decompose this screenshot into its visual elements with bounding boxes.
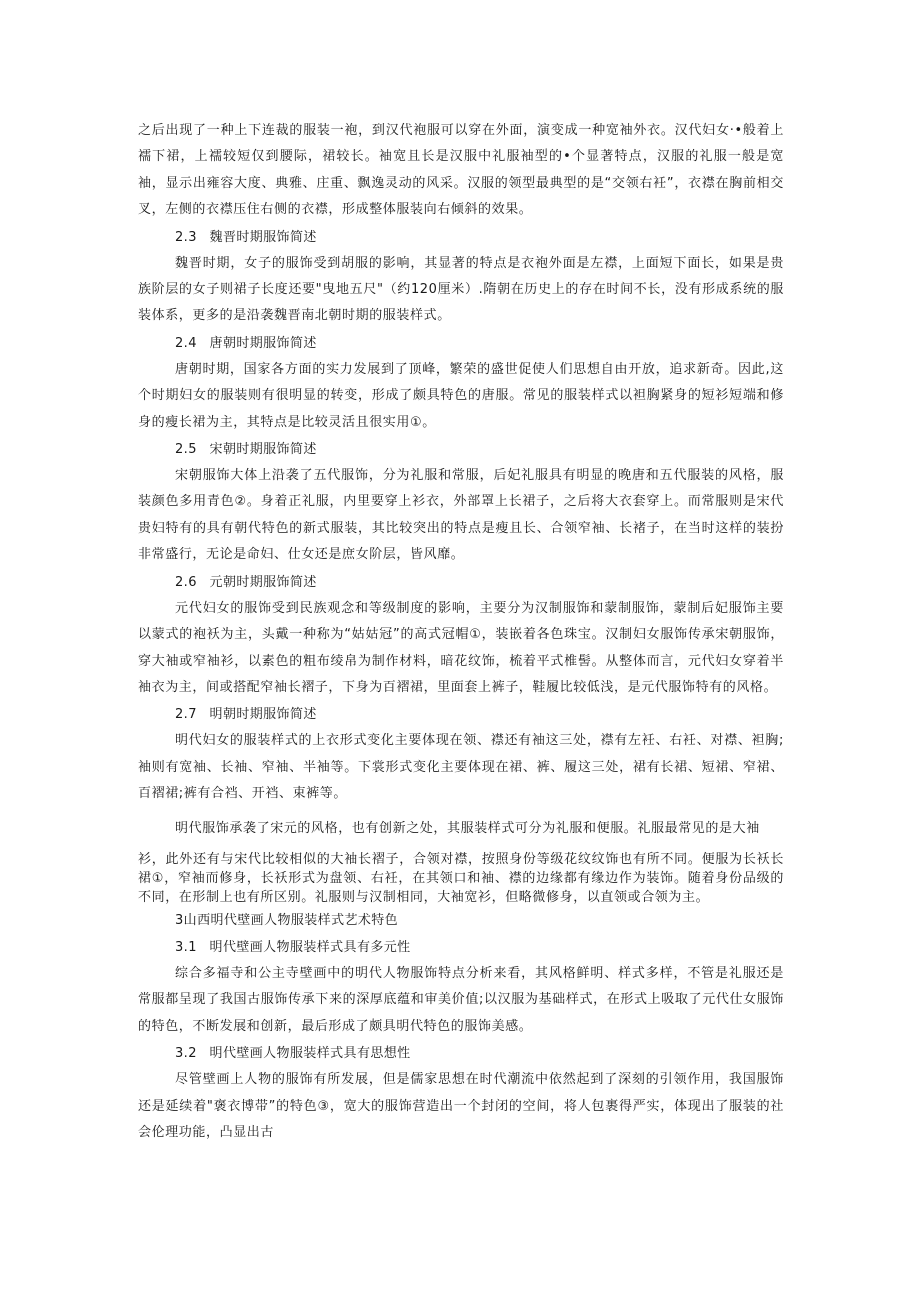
paragraph-weijin: 魏晋时期，女子的服饰受到胡服的影响，其显著的特点是衣袍外面是左襟，上面短下面长，如果是贵族阶层的女子则裙子长度还要"曳地五尺"（约120厘米）.隋朝在历史上的存在时间不长，没有形成系统的服装体系，更多的是沿袭魏晋南北朝时期的服装样式。 [138,255,784,324]
heading-3-1 [138,934,784,961]
heading-3-2 [138,1040,784,1067]
heading-2-7 [138,701,784,728]
heading-2-5 [138,436,784,463]
paragraph-song: 宋朝服饰大体上沿袭了五代服饰，分为礼服和常服，后妃礼服具有明显的晚唐和五代服装的风格，服装颜色多用青色②。身着正礼服，内里要穿上衫衣，外部罩上长裙子，之后将大衣套穿上。而常服则是宋代贵妇特有的具有朝代特色的新式服装，其比较突出的特点是瘦且长、合领窄袖、长褚子，在当时这样的装扮非常盛行，无论是命妇、仕女还是庶女阶层，皆风靡。 [138,468,784,563]
paragraph-ming-1: 明代妇女的服装样式的上衣形式变化主要体现在领、襟还有袖这三处，襟有左衽、右衽、对襟、袒胸;袖则有宽袖、长袖、窄袖、半袖等。下裳形式变化主要体现在裙、裤、履这三处，裙有长裙、短裙、窄裙、百褶裙;裤有合裆、开裆、束裤等。 [138,733,784,802]
section-number: 3.2 [175,1046,197,1062]
section-title: 元朝时期服饰简述 [209,574,317,590]
section-title: 明代壁画人物服装样式具有多元性 [209,939,411,955]
paragraph-diversity: 综合多福寺和公主寺壁画中的明代人物服饰特点分析来看，其风格鲜明、样式多样，不管是礼服还是常服都呈现了我国古服饰传承下来的深厚底蕴和审美价值;以汉服为基础样式，在形式上吸取了元代仕女服饰的特色，不断发展和创新，最后形成了颇具明代特色的服饰美感。 [138,965,784,1034]
section-title: 魏晋时期服饰简述 [209,229,317,245]
section-title: 明代壁画人物服装样式具有思想性 [209,1046,411,1062]
section-number: 2.7 [175,707,197,723]
paragraph-ideology: 尽管壁画上人物的服饰有所发展，但是儒家思想在时代潮流中依然起到了深刻的引领作用，我国服饰还是延续着"褒衣博带”的特色③，宽大的服饰营造出一个封闭的空间，将人包裹得严实，体现出了服装的社会伦理功能，凸显出古 [138,1072,784,1140]
document-page [138,118,784,1146]
paragraph-ming-3: 衫，此外还有与宋代比较相似的大袖长褶子，合领对襟，按照身份等级花纹纹饰也有所不同。便服为长袄长裙①，窄袖而修身，长袄形式为盘领、右衽，在其领口和袖、襟的边缘都有缘边作为装饰。随着身份品级的不同，在形制上也有所区别。礼服则与汉制相同，大袖宽衫，但略微修身，以直领或合领为主。 [138,851,784,905]
section-number: 2.3 [175,229,197,245]
paragraph-yuan: 元代妇女的服饰受到民族观念和等级制度的影响，主要分为汉制服饰和蒙制服饰，蒙制后妃服饰主要以蒙式的袍袄为主，头戴一种称为“姑姑冠”的高式冠帽①，装嵌着各色珠宝。汉制妇女服饰传承宋朝服饰，穿大袖或窄袖衫，以素色的粗布绫帛为制作材料，暗花纹饰，梳着平式椎髻。从整体而言，元代妇女穿着半袖衣为主，间或搭配窄袖长褶子，下身为百褶裙，里面套上裤子，鞋履比较低浅，是元代服饰特有的风格。 [138,600,784,695]
section-title: 宋朝时期服饰简述 [209,442,317,458]
section-number: 2.5 [175,442,197,458]
section-title: 明朝时期服饰简述 [209,707,317,723]
section-number: 2.4 [175,335,197,351]
section-title: 3山西明代壁画人物服装样式艺术特色 [175,912,399,928]
paragraph-han-continued: 之后出现了一种上下连裁的服装一袍，到汉代袍服可以穿在外面，演变成一种宽袖外衣。汉代妇女·•般着上襦下裙，上襦较短仅到腰际，裙较长。袖宽且长是汉服中礼服袖型的•个显著特点，汉服的礼服一般是宽袖，显示出雍容大度、典雅、庄重、飘逸灵动的风采。汉服的领型最典型的是“交领右衽”，衣襟在胸前相交叉，左侧的衣襟压住右侧的衣襟，形成整体服装向右倾斜的效果。 [138,123,784,218]
heading-2-4 [138,330,784,357]
paragraph-tang: 唐朝时期，国家各方面的实力发展到了顶峰，繁荣的盛世促使人们思想自由开放，追求新奇。因此,这个时期妇女的服装则有很明显的转变，形成了颇具特色的唐服。常见的服装样式以袒胸紧身的短衫短端和修身的瘦长裙为主，其特点是比较灵活且很实用①。 [138,361,784,430]
section-number: 3.1 [175,939,197,955]
section-number: 2.6 [175,574,197,590]
heading-2-3 [138,224,784,251]
heading-3 [138,907,784,934]
heading-2-6 [138,569,784,596]
section-title: 唐朝时期服饰简述 [209,335,317,351]
paragraph-ming-2: 明代服饰承袭了宋元的风格，也有创新之处，其服装样式可分为礼服和便服。礼服最常见的是大袖 [175,820,760,836]
